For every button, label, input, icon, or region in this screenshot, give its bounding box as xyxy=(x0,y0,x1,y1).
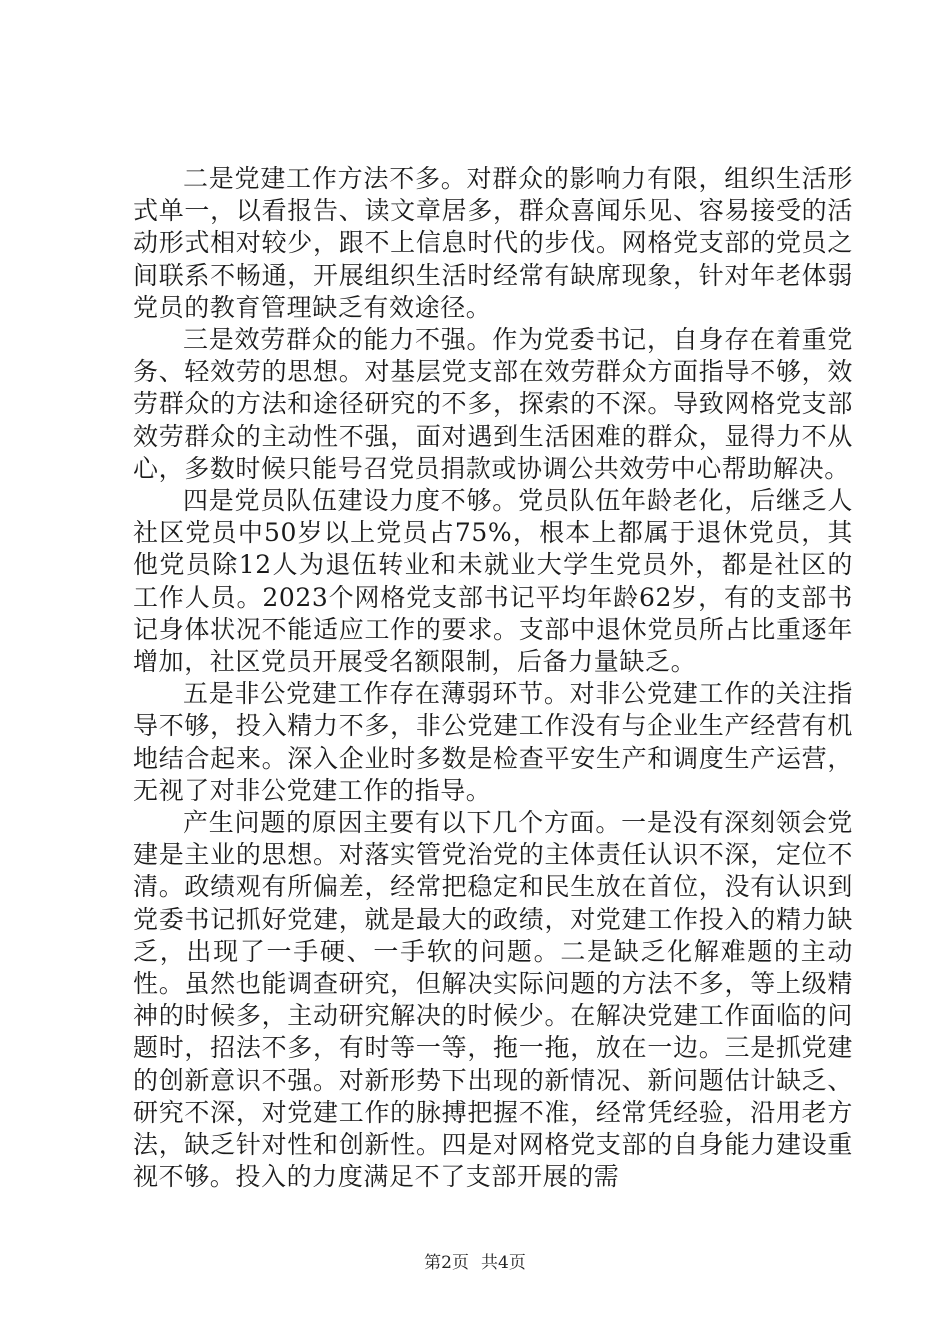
paragraph-non-public: 五是非公党建工作存在薄弱环节。对非公党建工作的关注指导不够，投入精力不多，非公党建工作没有与企业生产经营有机地结合起来。深入企业时多数是检查平安生产和调度生产运营，无视了对非公党建工作的指导。 xyxy=(133,679,853,805)
page-total: 共4页 xyxy=(481,1253,526,1273)
document-body xyxy=(133,163,853,1194)
paragraph-method: 二是党建工作方法不多。对群众的影响力有限，组织生活形式单一，以看报告、读文章居多，群众喜闻乐见、容易接受的活动形式相对较少，跟不上信息时代的步伐。网格党支部的党员之间联系不畅通，开展组织生活时经常有缺席现象，针对年老体弱党员的教育管理缺乏有效途径。 xyxy=(133,164,853,322)
paragraph-team: 四是党员队伍建设力度不够。党员队伍年龄老化，后继乏人社区党员中50岁以上党员占75%，根本上都属于退休党员，其他党员除12人为退伍转业和未就业大学生党员外，都是社区的工作人员。2023个网格党支部书记平均年龄62岁，有的支部书记身体状况不能适应工作的要求。支部中退休党员所占比重逐年增加，社区党员开展受名额限制，后备力量缺乏。 xyxy=(133,486,853,677)
paragraph-service: 三是效劳群众的能力不强。作为党委书记，自身存在着重党务、轻效劳的思想。对基层党支部在效劳群众方面指导不够，效劳群众的方法和途径研究的不多，探索的不深。导致网格党支部效劳群众的主动性不强，面对遇到生活困难的群众，显得力不从心，多数时候只能号召党员捐款或协调公共效劳中心帮助解决。 xyxy=(133,325,853,483)
paragraph-causes: 产生问题的原因主要有以下几个方面。一是没有深刻领会党建是主业的思想。对落实管党治党的主体责任认识不深，定位不清。政绩观有所偏差，经常把稳定和民生放在首位，没有认识到党委书记抓好党建，就是最大的政绩，对党建工作投入的精力缺乏，出现了一手硬、一手软的问题。二是缺乏化解难题的主动性。虽然也能调查研究，但解决实际问题的方法不多，等上级精神的时候多，主动研究解决的时候少。在解决党建工作面临的问题时，招法不多，有时等一等，拖一拖，放在一边。三是抓党建的创新意识不强。对新形势下出现的新情况、新问题估计缺乏、研究不深，对党建工作的脉搏把握不准，经常凭经验，沿用老方法，缺乏针对性和创新性。四是对网格党支部的自身能力建设重视不够。投入的力度满足不了支部开展的需 xyxy=(133,808,853,1192)
page-footer xyxy=(0,1248,950,1273)
page-number: 第2页 xyxy=(424,1253,469,1273)
